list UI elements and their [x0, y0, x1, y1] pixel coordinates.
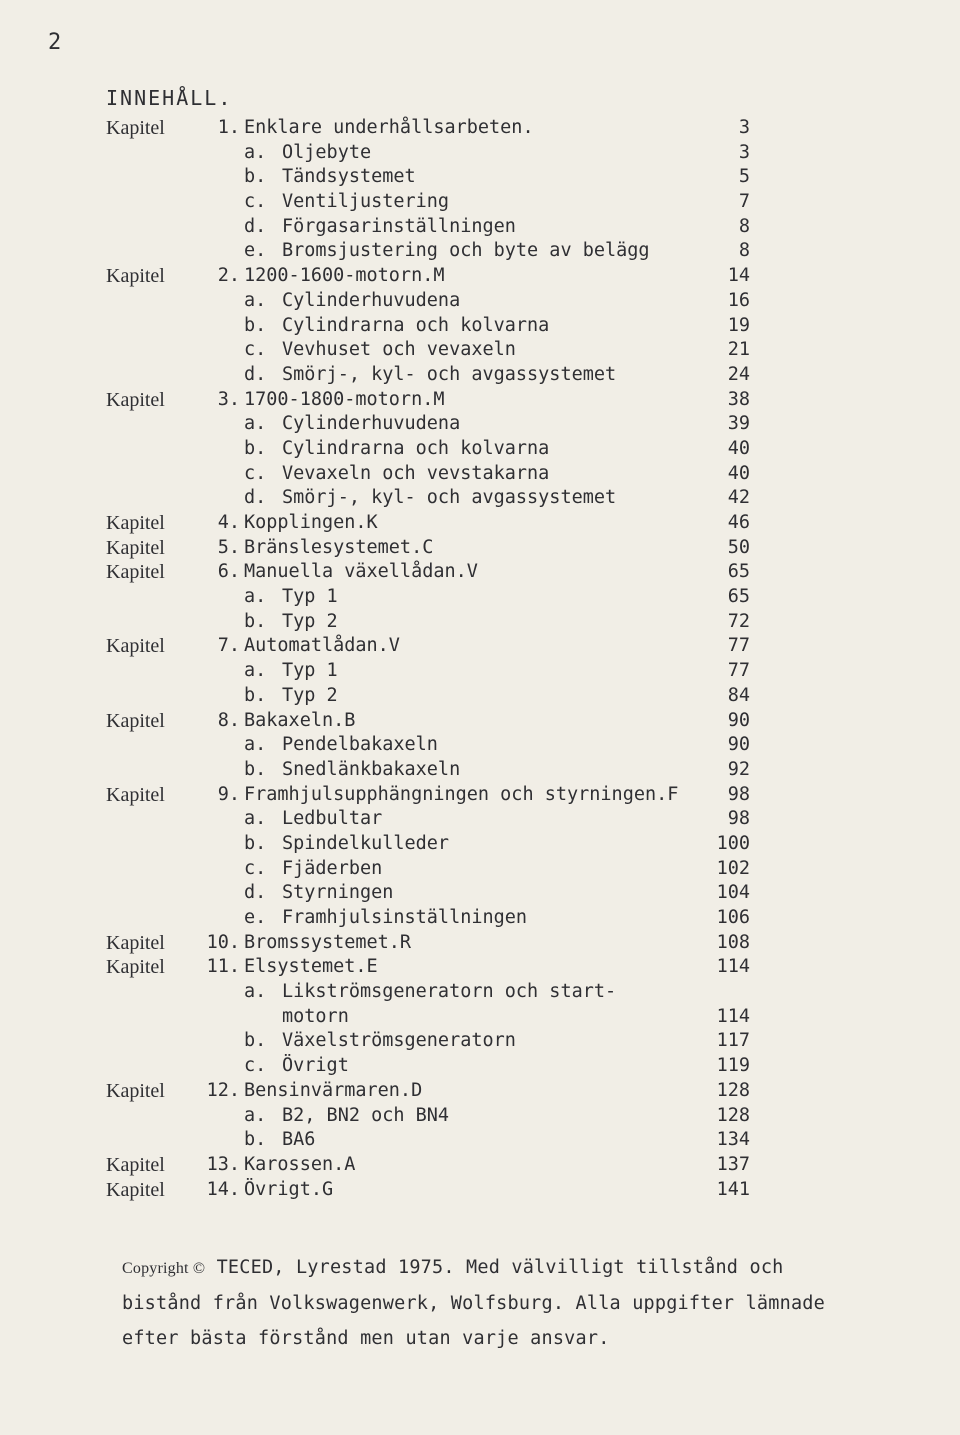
page-ref: 65 [727, 586, 750, 608]
page-ref: 72 [727, 610, 750, 632]
entry-title: Tändsystemet [282, 166, 416, 188]
page-ref: 102 [716, 857, 750, 879]
page-ref: 77 [727, 635, 750, 657]
entry-letter: a. [244, 660, 267, 682]
entry-title: Smörj-, kyl- och avgassystemet [282, 363, 617, 385]
chapter-label: Kapitel [106, 956, 165, 979]
entry-title: Cylindrarna och kolvarna [282, 314, 550, 336]
toc-entry-row [106, 1054, 758, 1079]
page-ref: 19 [727, 314, 750, 336]
entry-title: Bromsjustering och byte av belägg [282, 240, 650, 262]
page-ref: 65 [727, 561, 750, 583]
page-ref: 114 [716, 956, 750, 978]
entry-letter: a. [244, 141, 267, 163]
toc-chapter-row [106, 634, 758, 659]
page-ref: 24 [727, 363, 750, 385]
entry-title-group [244, 215, 516, 240]
toc-chapter-row [106, 931, 758, 956]
toc-entry-row [106, 486, 758, 511]
toc-entry-row [106, 289, 758, 314]
toc-entry-row [106, 684, 758, 709]
toc-entry-row [106, 1005, 758, 1030]
chapter-label: Kapitel [106, 117, 165, 139]
page-ref: 128 [716, 1104, 750, 1126]
page-ref: 128 [716, 1079, 750, 1101]
chapter-label: Kapitel [106, 635, 165, 658]
page-ref: 141 [716, 1178, 750, 1200]
chapter-label: Kapitel [106, 388, 165, 411]
chapter-number: 3. [217, 388, 240, 410]
entry-letter: a. [244, 734, 267, 756]
entry-title-group [244, 610, 338, 635]
chapter-number: 12. [206, 1079, 240, 1101]
toc-entry-row [106, 659, 758, 684]
chapter-title: Bränslesystemet.C [244, 536, 434, 558]
toc-entry-row [106, 165, 758, 190]
toc-entry-row [106, 906, 758, 931]
entry-letter: c. [244, 1055, 267, 1077]
entry-letter: b. [244, 1030, 267, 1052]
page-ref: 134 [716, 1129, 750, 1151]
toc-entry-row [106, 215, 758, 240]
toc-entry-row [106, 190, 758, 215]
page-ref: 42 [727, 487, 750, 509]
toc-entry-row [106, 857, 758, 882]
entry-title: Smörj-, kyl- och avgassystemet [282, 487, 617, 509]
entry-title: Ledbultar [282, 808, 383, 830]
chapter-title: 1200-1600-motorn.M [244, 265, 445, 287]
page-ref: 114 [716, 1005, 750, 1027]
entry-letter: c. [244, 462, 267, 484]
toc-chapter-row [106, 1178, 758, 1203]
entry-title-group [244, 684, 338, 709]
toc-entry-row [106, 832, 758, 857]
toc-entry-row [106, 314, 758, 339]
page-ref: 5 [738, 166, 750, 188]
entry-title: Oljebyte [282, 141, 372, 163]
toc-chapter-row [106, 709, 758, 734]
chapter-label: Kapitel [106, 1178, 165, 1201]
chapter-number: 8. [217, 709, 240, 731]
entry-title: Fjäderben [282, 857, 383, 879]
entry-title: Vevaxeln och vevstakarna [282, 462, 550, 484]
entry-title-continued: motorn [282, 1005, 349, 1027]
entry-title-group [244, 412, 460, 437]
entry-title-group [244, 585, 338, 610]
copyright-text: TECED, Lyrestad 1975. Med välvilligt tillstånd och bistånd från Volkswagenwerk, Wolfsburg. Alla uppgifter lämnade efter bästa förstånd men utan varje ansvar. [122, 1257, 825, 1349]
toc-entry-row [106, 1128, 758, 1153]
entry-title-group [244, 758, 460, 783]
entry-title: Vevhuset och vevaxeln [282, 339, 516, 361]
chapter-number: 14. [206, 1178, 240, 1200]
toc-chapter-row [106, 264, 758, 289]
toc-entry-row [106, 733, 758, 758]
toc-entry-row [106, 807, 758, 832]
entry-title-group [244, 363, 616, 388]
page-ref: 7 [738, 191, 750, 213]
entry-letter: c. [244, 191, 267, 213]
entry-title-group [244, 314, 549, 339]
entry-title-group [244, 857, 382, 882]
entry-title: B2, BN2 och BN4 [282, 1104, 450, 1126]
toc-chapter-row [106, 116, 758, 141]
toc-entry-row [106, 585, 758, 610]
entry-title: Växelströmsgeneratorn [282, 1030, 516, 1052]
entry-title-group [244, 1054, 349, 1079]
chapter-title: Övrigt.G [244, 1178, 334, 1200]
entry-title: Övrigt [282, 1055, 349, 1077]
chapter-number: 5. [217, 536, 240, 558]
toc-chapter-row [106, 560, 758, 585]
entry-title-group [244, 437, 549, 462]
chapter-title: Automatlådan.V [244, 635, 400, 657]
toc-entry-row [106, 141, 758, 166]
entry-letter: a. [244, 289, 267, 311]
entry-letter: b. [244, 758, 267, 780]
entry-title-group [244, 906, 527, 931]
page-ref: 90 [727, 734, 750, 756]
toc-entry-row [106, 881, 758, 906]
entry-title: Typ 2 [282, 684, 338, 706]
chapter-number: 2. [217, 265, 240, 287]
toc-entry-row [106, 437, 758, 462]
page-ref: 40 [727, 437, 750, 459]
page-ref: 21 [727, 339, 750, 361]
entry-title-group [244, 486, 616, 511]
chapter-number: 11. [206, 956, 240, 978]
page-ref: 119 [716, 1055, 750, 1077]
copyright-lead: Copyright © [122, 1260, 206, 1277]
entry-title: Snedlänkbakaxeln [282, 758, 461, 780]
page-ref: 117 [716, 1030, 750, 1052]
chapter-label: Kapitel [106, 709, 165, 732]
page-ref: 106 [716, 907, 750, 928]
page-ref: 16 [727, 289, 750, 311]
page-ref: 104 [716, 882, 750, 904]
page-ref: 137 [716, 1153, 750, 1175]
chapter-label: Kapitel [106, 265, 165, 288]
chapter-title: Enklare underhållsarbeten. [244, 117, 534, 138]
entry-title-group [244, 239, 650, 264]
chapter-number: 9. [217, 783, 240, 805]
chapter-title: Bromssystemet.R [244, 931, 412, 953]
entry-title: Cylindrarna och kolvarna [282, 437, 550, 459]
chapter-number: 10. [206, 931, 240, 953]
entry-letter: a. [244, 586, 267, 608]
entry-title-group [244, 141, 371, 166]
entry-letter: d. [244, 215, 267, 237]
chapter-label: Kapitel [106, 1153, 165, 1176]
toc-entry-row [106, 412, 758, 437]
entry-title-group [244, 807, 382, 832]
entry-letter: b. [244, 684, 267, 706]
entry-title: Cylinderhuvudena [282, 413, 461, 435]
chapter-title: Framhjulsupphängningen och styrningen.F [244, 783, 679, 805]
chapter-label: Kapitel [106, 512, 165, 534]
entry-title-group [244, 190, 449, 215]
toc-entry-row [106, 1104, 758, 1129]
entry-letter: b. [244, 437, 267, 459]
entry-letter: c. [244, 339, 267, 361]
entry-title: Framhjulsinställningen [282, 907, 528, 928]
toc-entry-row [106, 338, 758, 363]
page-ref: 84 [727, 684, 750, 706]
page-ref: 40 [727, 462, 750, 484]
entry-letter: a. [244, 413, 267, 435]
entry-letter: b. [244, 1129, 267, 1151]
entry-title-group [244, 832, 449, 857]
toc-entry-row [106, 363, 758, 388]
page-ref: 8 [738, 240, 750, 262]
entry-letter: e. [244, 907, 267, 928]
toc-chapter-row [106, 536, 758, 561]
page-ref: 14 [727, 265, 750, 287]
page-ref: 98 [727, 808, 750, 830]
chapter-label: Kapitel [106, 536, 165, 559]
entry-title: Spindelkulleder [282, 832, 450, 854]
entry-title-group [244, 881, 393, 906]
chapter-title: Manuella växellådan.V [244, 561, 478, 583]
chapter-number: 6. [217, 561, 240, 583]
toc-chapter-row [106, 783, 758, 808]
table-of-contents [106, 116, 758, 1202]
toc-entry-row [106, 980, 758, 1005]
chapter-title: Kopplingen.K [244, 512, 378, 533]
entry-title: Typ 1 [282, 586, 338, 608]
page-ref: 90 [727, 709, 750, 731]
entry-title: Pendelbakaxeln [282, 734, 438, 756]
page-ref: 77 [727, 660, 750, 682]
entry-title: Styrningen [282, 882, 394, 904]
page-ref: 50 [727, 536, 750, 558]
entry-letter: d. [244, 363, 267, 385]
toc-chapter-row [106, 1079, 758, 1104]
page-ref: 46 [727, 512, 750, 533]
page-ref: 108 [716, 931, 750, 953]
entry-title-group [244, 1029, 516, 1054]
entry-letter: a. [244, 1104, 267, 1126]
entry-title-group [244, 462, 549, 487]
toc-entry-row [106, 239, 758, 264]
chapter-title: Bakaxeln.B [244, 709, 356, 731]
page-ref: 98 [727, 783, 750, 805]
page-ref: 38 [727, 388, 750, 410]
chapter-title: Bensinvärmaren.D [244, 1079, 423, 1101]
chapter-number: 1. [217, 117, 240, 138]
page-ref: 39 [727, 413, 750, 435]
entry-title: Likströmsgeneratorn och start- [282, 981, 617, 1003]
copyright-notice [122, 1250, 862, 1356]
entry-letter: b. [244, 610, 267, 632]
entry-letter: d. [244, 487, 267, 509]
entry-title: BA6 [282, 1129, 316, 1151]
entry-title-group [244, 289, 460, 314]
toc-chapter-row [106, 1153, 758, 1178]
chapter-label: Kapitel [106, 561, 165, 584]
toc-heading: INNEHÅLL. [106, 86, 233, 110]
toc-entry-row [106, 758, 758, 783]
entry-letter: a. [244, 808, 267, 830]
page-ref: 3 [738, 141, 750, 163]
entry-title-group [244, 338, 516, 363]
entry-letter: b. [244, 314, 267, 336]
entry-title-group [244, 980, 616, 1005]
entry-title-group [244, 659, 338, 684]
chapter-title: Karossen.A [244, 1153, 356, 1175]
entry-title: Ventiljustering [282, 191, 450, 213]
entry-letter: e. [244, 240, 267, 262]
chapter-label: Kapitel [106, 783, 165, 806]
chapter-label: Kapitel [106, 931, 165, 954]
entry-title: Typ 1 [282, 660, 338, 682]
entry-letter: b. [244, 832, 267, 854]
toc-entry-row [106, 610, 758, 635]
toc-entry-row [106, 1029, 758, 1054]
entry-title: Typ 2 [282, 610, 338, 632]
page-ref: 8 [738, 215, 750, 237]
entry-letter: a. [244, 981, 267, 1003]
entry-title-group [244, 165, 416, 190]
page-ref: 3 [738, 117, 750, 138]
entry-title-group [244, 733, 438, 758]
entry-letter: c. [244, 857, 267, 879]
page-ref: 92 [727, 758, 750, 780]
chapter-number: 4. [217, 512, 240, 533]
toc-entry-row [106, 462, 758, 487]
entry-title: Förgasarinställningen [282, 215, 516, 237]
entry-title-group [244, 1104, 449, 1129]
chapter-number: 7. [217, 635, 240, 657]
toc-chapter-row [106, 955, 758, 980]
page-number: 2 [48, 30, 62, 55]
entry-letter: b. [244, 166, 267, 188]
entry-title-group [244, 1128, 315, 1153]
entry-title: Cylinderhuvudena [282, 289, 461, 311]
page-ref: 100 [716, 832, 750, 854]
chapter-title: Elsystemet.E [244, 956, 378, 978]
toc-chapter-row [106, 511, 758, 536]
toc-chapter-row [106, 388, 758, 413]
chapter-label: Kapitel [106, 1079, 165, 1102]
entry-letter: d. [244, 882, 267, 904]
chapter-number: 13. [206, 1153, 240, 1175]
chapter-title: 1700-1800-motorn.M [244, 388, 445, 410]
